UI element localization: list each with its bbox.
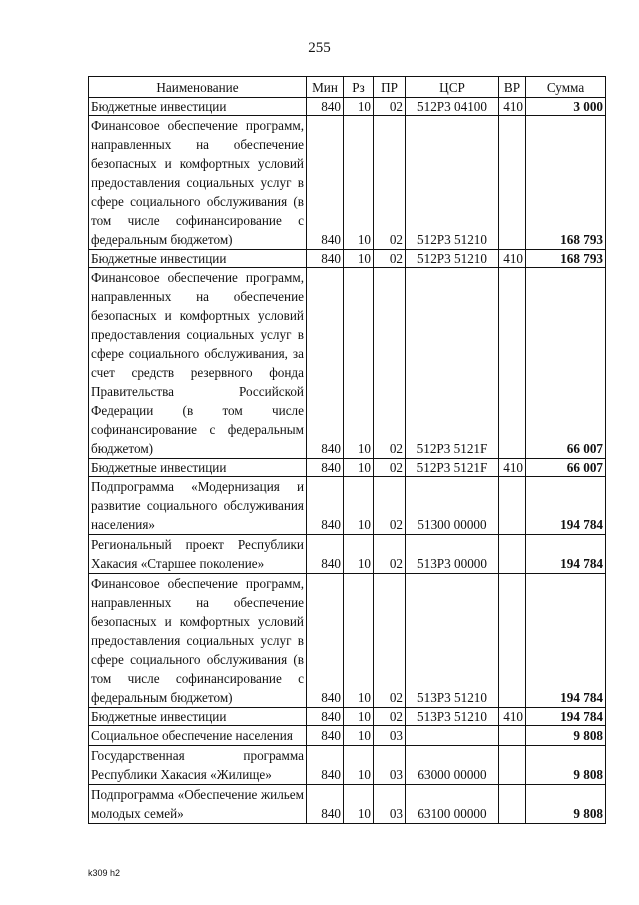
row-csr: 63100 00000 [406,785,499,824]
table-row [89,785,606,824]
row-min: 840 [307,98,344,116]
row-name: Региональный проект Республики Хакасия «Старшее поколение» [89,535,307,574]
row-rz: 10 [344,746,374,785]
row-vr [499,785,526,824]
row-sum: 3 000 [526,98,606,116]
row-pr: 02 [374,98,406,116]
row-vr [499,268,526,459]
row-vr [499,726,526,746]
row-pr: 02 [374,268,406,459]
table-body [89,98,606,824]
row-min: 840 [307,708,344,726]
row-name: Бюджетные инвестиции [89,98,307,116]
table-row [89,746,606,785]
table-row [89,98,606,116]
row-min: 840 [307,726,344,746]
row-min: 840 [307,535,344,574]
row-name: Бюджетные инвестиции [89,250,307,268]
row-sum: 194 784 [526,477,606,535]
row-sum: 168 793 [526,250,606,268]
table-row [89,459,606,477]
row-min: 840 [307,746,344,785]
row-pr: 02 [374,708,406,726]
row-sum: 9 808 [526,746,606,785]
header-vr: ВР [499,77,526,98]
table-row [89,708,606,726]
row-pr: 03 [374,785,406,824]
row-csr: 63000 00000 [406,746,499,785]
header-min: Мин [307,77,344,98]
row-min: 840 [307,268,344,459]
row-csr: 51300 00000 [406,477,499,535]
header-csr: ЦСР [406,77,499,98]
table-row [89,116,606,250]
table-row [89,726,606,746]
row-vr [499,535,526,574]
row-rz: 10 [344,98,374,116]
row-min: 840 [307,116,344,250]
row-rz: 10 [344,268,374,459]
row-rz: 10 [344,535,374,574]
row-vr: 410 [499,250,526,268]
row-sum: 9 808 [526,785,606,824]
row-csr: 513Р3 51210 [406,574,499,708]
row-rz: 10 [344,116,374,250]
row-sum: 168 793 [526,116,606,250]
row-rz: 10 [344,477,374,535]
header-sum: Сумма [526,77,606,98]
row-csr: 512Р3 51210 [406,250,499,268]
row-name: Социальное обеспечение населения [89,726,307,746]
row-pr: 02 [374,535,406,574]
row-sum: 66 007 [526,459,606,477]
row-name: Подпрограмма «Обеспечение жильем молодых семей» [89,785,307,824]
row-rz: 10 [344,250,374,268]
row-name: Государственная программа Республики Хакасия «Жилище» [89,746,307,785]
row-pr: 02 [374,250,406,268]
row-rz: 10 [344,708,374,726]
header-pr: ПР [374,77,406,98]
row-sum: 194 784 [526,535,606,574]
header-rz: Рз [344,77,374,98]
row-vr [499,116,526,250]
row-sum: 66 007 [526,268,606,459]
row-name: Бюджетные инвестиции [89,708,307,726]
row-rz: 10 [344,459,374,477]
row-min: 840 [307,250,344,268]
row-sum: 9 808 [526,726,606,746]
row-pr: 02 [374,574,406,708]
row-min: 840 [307,459,344,477]
table-row [89,535,606,574]
row-pr: 02 [374,116,406,250]
table-header [89,77,606,98]
table-row [89,268,606,459]
table-row [89,477,606,535]
row-pr: 02 [374,477,406,535]
row-vr: 410 [499,459,526,477]
row-min: 840 [307,574,344,708]
row-csr: 512Р3 5121F [406,459,499,477]
header-name: Наименование [89,77,307,98]
row-sum: 194 784 [526,708,606,726]
row-sum: 194 784 [526,574,606,708]
budget-table [88,76,606,824]
row-name: Подпрограмма «Модернизация и развитие социального обслуживания населения» [89,477,307,535]
row-rz: 10 [344,785,374,824]
row-csr: 512Р3 04100 [406,98,499,116]
row-rz: 10 [344,726,374,746]
row-csr: 512Р3 51210 [406,116,499,250]
row-rz: 10 [344,574,374,708]
row-name: Бюджетные инвестиции [89,459,307,477]
row-pr: 03 [374,726,406,746]
row-vr [499,746,526,785]
row-vr: 410 [499,98,526,116]
page-number: 255 [308,40,331,56]
row-vr: 410 [499,708,526,726]
row-name: Финансовое обеспечение программ, направленных на обеспечение безопасных и комфортных условий предоставления социальных услуг в сфере социального обслуживания (в том числе софинансирование с федеральным бюджетом) [89,574,307,708]
table-row [89,574,606,708]
row-name: Финансовое обеспечение программ, направленных на обеспечение безопасных и комфортных условий предоставления социальных услуг в сфере социального обслуживания (в том числе софинансирование с федеральным бюджетом) [89,116,307,250]
row-vr [499,574,526,708]
row-vr [499,477,526,535]
row-pr: 03 [374,746,406,785]
row-csr [406,726,499,746]
footer-code: k309 h2 [88,868,121,878]
row-csr: 513Р3 00000 [406,535,499,574]
row-csr: 512Р3 5121F [406,268,499,459]
row-name: Финансовое обеспечение программ, направленных на обеспечение безопасных и комфортных условий предоставления социальных услуг в сфере социального обслуживания, за счет средств резервного фонда Правительства Российской Федерации (в том числе софинансирование с федеральным бюджетом) [89,268,307,459]
row-pr: 02 [374,459,406,477]
row-min: 840 [307,477,344,535]
row-min: 840 [307,785,344,824]
table-row [89,250,606,268]
row-csr: 513Р3 51210 [406,708,499,726]
